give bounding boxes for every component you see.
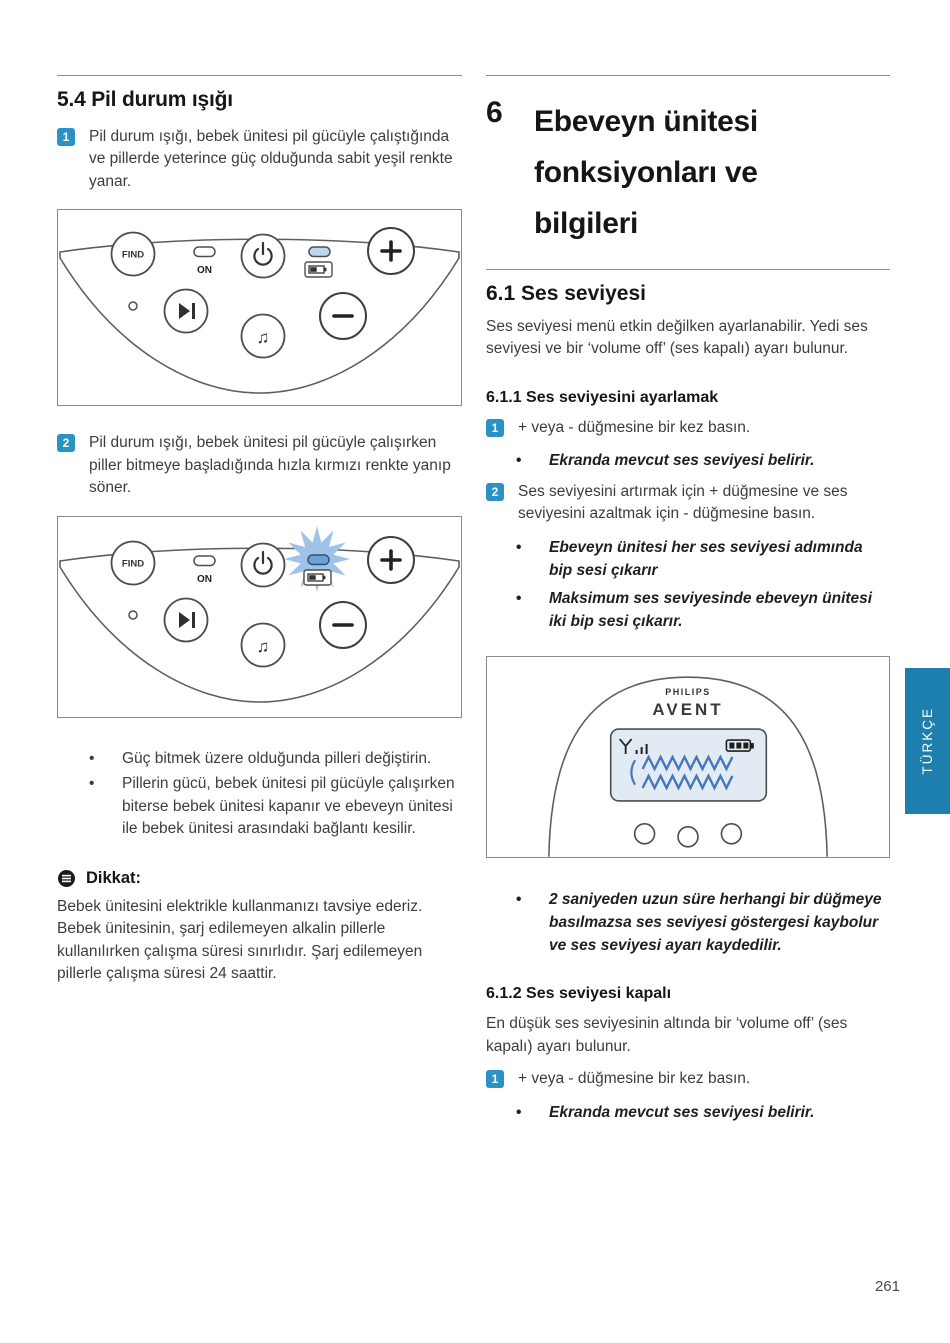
result-text: Maksimum ses seviyesinde ebeveyn ünitesi iki bip sesi çıkarır. <box>549 590 873 631</box>
section-intro: En düşük ses seviyesinin altında bir ‘volume off’ (ses kapalı) ayarı bulunur. <box>486 1015 848 1055</box>
section-title-6-1-1: 6.1.1 Ses seviyesini ayarlamak <box>486 388 719 406</box>
power-button <box>242 235 285 278</box>
music-note-icon: ♫ <box>256 636 270 656</box>
parent-unit-illustration <box>487 657 889 857</box>
baby-unit-panel-blinking-illustration <box>58 517 461 717</box>
left-column <box>57 75 462 986</box>
caution-note-header <box>57 869 462 888</box>
step-number-badge: 1 <box>486 1070 504 1088</box>
result-text: Ekranda mevcut ses seviyesi belirir. <box>549 1103 815 1121</box>
volume-up-button <box>368 228 414 274</box>
step-text: Pil durum ışığı, bebek ünitesi pil gücüyle çalıştığında ve pillerde yeterince güç olduğunda sabit yeşil renkte yanar. <box>89 128 453 190</box>
right-step-2 <box>486 481 890 526</box>
chapter-number: 6 <box>486 96 503 129</box>
bullet-text: Güç bitmek üzere olduğunda pilleri değiştirin. <box>122 749 432 767</box>
result-text: Ebeveyn ünitesi her ses seviyesi adımında bip sesi çıkarır <box>549 538 863 579</box>
on-indicator <box>194 556 215 566</box>
section-title-5-4: 5.4 Pil durum ışığı <box>57 88 233 111</box>
step-text: Pil durum ışığı, bebek ünitesi pil gücüyle çalışırken piller bitmeye başladığında hızla kırmızı renkte yanıp söner. <box>89 434 451 497</box>
volume-down-button <box>320 602 366 648</box>
list-item <box>89 773 462 840</box>
baby-unit-panel-illustration <box>58 210 461 405</box>
bullet-dot: • <box>516 590 522 608</box>
step-text: + veya - düğmesine bir kez basın. <box>518 418 751 436</box>
step-result <box>516 449 890 472</box>
sub-brand-wordmark: AVENT <box>652 699 724 719</box>
list-item <box>89 748 462 770</box>
timeout-note <box>516 888 890 958</box>
right-column <box>486 75 890 1129</box>
lullaby-button <box>242 315 285 358</box>
left-step-2 <box>57 432 462 499</box>
step-text: + veya - düğmesine bir kez basın. <box>518 1070 751 1088</box>
on-indicator <box>194 247 215 257</box>
volume-down-button <box>320 293 366 339</box>
figure-baby-unit-panel-blinking <box>57 516 462 718</box>
play-pause-button <box>165 598 208 641</box>
volume-up-button <box>368 537 414 583</box>
section-intro: Ses seviyesi menü etkin değilken ayarlanabilir. Yedi ses seviyesi ve bir ‘volume off’ (ses kapalı) ayarı bulunur. <box>486 318 868 358</box>
battery-status-light <box>305 247 332 277</box>
microphone-hole <box>129 611 137 619</box>
right-step-612-1 <box>486 1068 890 1090</box>
step-result <box>516 536 890 583</box>
right-step-1 <box>486 417 890 439</box>
bullet-dot: • <box>516 538 522 556</box>
step-number-badge: 1 <box>486 419 504 437</box>
lullaby-button <box>242 623 285 666</box>
chapter-heading <box>486 96 890 249</box>
bullet-dot: • <box>89 749 95 767</box>
power-button <box>242 543 285 586</box>
find-button-label: FIND <box>121 558 145 570</box>
parent-unit-button-right <box>721 823 741 843</box>
music-note-icon: ♫ <box>256 328 270 348</box>
chapter-title: Ebeveyn ünitesi fonksiyonları ve bilgileri <box>534 105 758 240</box>
find-button-label: FIND <box>121 249 145 261</box>
note-title: Dikkat: <box>86 868 142 887</box>
bullet-dot: • <box>516 1103 522 1121</box>
parent-unit-button-left <box>635 823 655 843</box>
language-tab-label: TÜRKÇE <box>920 707 935 775</box>
page-number: 261 <box>874 1278 900 1295</box>
bullet-dot: • <box>89 775 95 793</box>
step-number-badge: 2 <box>57 434 75 452</box>
note-text: Bebek ünitesini elektrikle kullanmanızı tavsiye ederiz. Bebek ünitesinin, şarj edilemeyen alkalin pillerle kullanılırken çalışma süresi sınırlıdır. Şarj edilemeyen pillerle çalışma süresi 24 saattir. <box>57 897 423 983</box>
bullet-text: Pillerin gücü, bebek ünitesi pil gücüyle çalışırken biterse bebek ünitesi kapanır ve ebeveyn ünitesi ile bebek ünitesi arasındaki bağlantı kesilir. <box>122 775 455 838</box>
result-text: Ekranda mevcut ses seviyesi belirir. <box>549 452 815 470</box>
step-result <box>516 1101 890 1124</box>
bullet-dot: • <box>516 452 522 470</box>
section-title-6-1: 6.1 Ses seviyesi <box>486 282 646 305</box>
parent-unit-button-center <box>678 826 698 846</box>
left-bullet-list <box>89 748 462 841</box>
bullet-dot: • <box>516 890 522 908</box>
divider <box>486 269 890 270</box>
play-pause-button <box>165 290 208 333</box>
step-number-badge: 1 <box>57 128 75 146</box>
on-label: ON <box>197 573 212 585</box>
left-step-1 <box>57 126 462 193</box>
result-text: 2 saniyeden uzun süre herhangi bir düğmeye basılmazsa ses seviyesi göstergesi kaybolur ve ses seviyesi ayarı kaydedilir. <box>549 890 882 955</box>
section-title-6-1-2: 6.1.2 Ses seviyesi kapalı <box>486 985 672 1003</box>
figure-parent-unit-display <box>486 656 890 858</box>
battery-status-light-blinking <box>304 555 331 585</box>
on-label: ON <box>197 265 212 277</box>
microphone-hole <box>129 302 137 310</box>
note-icon <box>57 869 76 888</box>
step-number-badge: 2 <box>486 483 504 501</box>
step-result <box>516 587 890 634</box>
language-tab-turkce <box>905 668 950 814</box>
figure-baby-unit-panel-normal <box>57 209 462 406</box>
step-text: Ses seviyesini artırmak için + düğmesine ve ses seviyesini azaltmak için - düğmesine basın. <box>518 482 848 523</box>
brand-wordmark: PHILIPS <box>665 686 711 697</box>
